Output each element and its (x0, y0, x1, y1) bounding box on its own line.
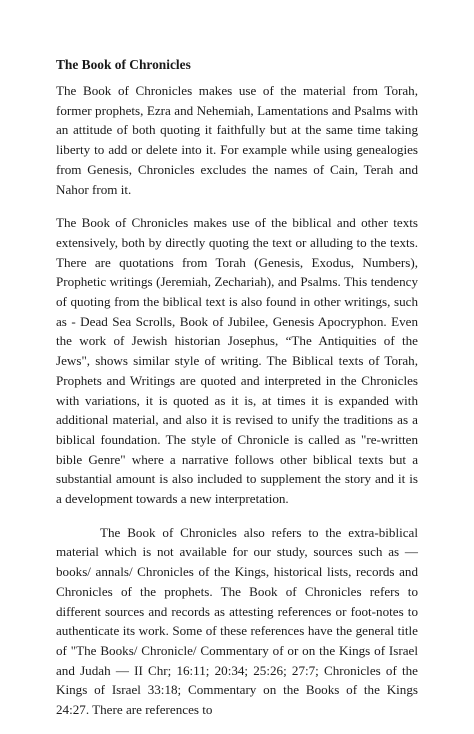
paragraph-1: The Book of Chronicles makes use of the material from Torah, former prophets, Ezra and Nehemiah, Lamentations and Psalms with an attitude of both quoting it faithfully but at the same time taking liberty to add or delete into it. For example while using genealogies from Genesis, Chronicles excludes the names of Cain, Terah and Nahor from it. (56, 83, 418, 197)
paragraph-3: The Book of Chronicles also refers to the extra-biblical material which is not available for our study, sources such as —books/ annals/ Chronicles of the Kings, historical lists, records and Chronicles of the prophets. The Book of Chronicles refers to different sources and records as attesting references or foot-notes to authenticate its work. Some of these references have the general title of "The Books/ Chronicle/ Commentary of or on the Kings of Israel and Judah — II Chr; 16:11; 20:34; 25:26; 27:7; Chronicles of the Kings of Israel 33:18; Commentary on the Books of the Kings 24:27. There are references to (56, 524, 418, 718)
document-title: The Book of Chronicles (56, 57, 191, 72)
document-page (56, 56, 418, 734)
paragraph-2: The Book of Chronicles makes use of the biblical and other texts extensively, both by directly quoting the text or alluding to the texts. There are quotations from Torah (Genesis, Exodus, Numbers), Prophetic writings (Jeremiah, Zechariah), and Psalms. This tendency of quoting from the biblical text is also found in other writings, such as - Dead Sea Scrolls, Book of Jubilee, Genesis Apocryphon. Even the work of Jewish historian Josephus, “The Antiquities of the Jews", shows similar style of writing. The Biblical texts of Torah, Prophets and Writings are quoted and interpreted in the Chronicles with variations, it is quoted as it is, at times it is expanded with additional material, and also it is revised to unify the traditions as a biblical foundation. The style of Chronicle is called as "re-written bible Genre" where a narrative follows other biblical texts but a substantial amount is also included to supplement the story and it is a development towards a new interpretation. (56, 215, 418, 507)
